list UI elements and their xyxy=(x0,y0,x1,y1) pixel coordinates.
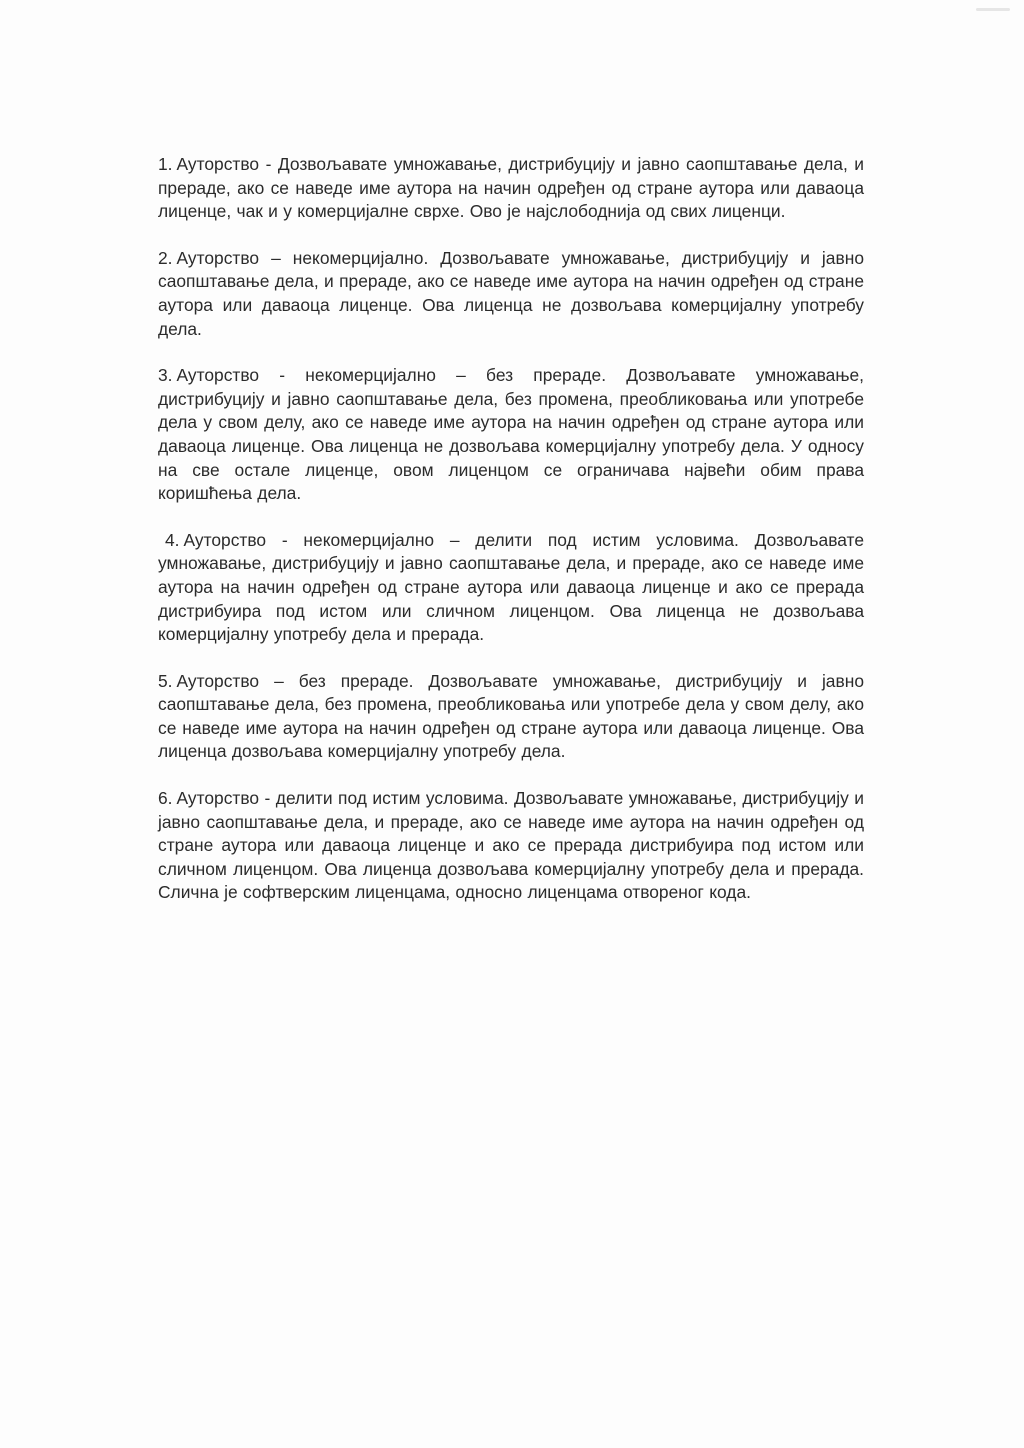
item-number: 2. xyxy=(158,247,173,268)
item-number: 5. xyxy=(158,670,173,691)
item-text: Ауторство – без прераде. Дозвољавате умножавање, дистрибуцију и јавно саопштавање дела, без промена, преобликовања или употребе дела у свом делу, ако се наведе име аутора на начин одређен од стране аутора или даваоца лиценце. Ова лиценца дозвољава комерцијалну употребу дела. xyxy=(158,670,864,762)
license-item-4 xyxy=(158,529,864,647)
item-number: 3. xyxy=(158,365,173,386)
item-text: Ауторство - некомерцијално – без прераде. Дозвољавате умножавање, дистрибуцију и јавно саопштавање дела, без промена, преобликовања или употребе дела у свом делу, ако се наведе име аутора на начин одређен од стране аутора или даваоца лиценце. Ова лиценца не дозвољава комерцијалну употребу дела. У односу на све остале лиценце, овом лиценцом се ограничава највећи обим права коришћења дела. xyxy=(158,365,864,504)
license-item-1 xyxy=(158,153,864,224)
license-item-2 xyxy=(158,247,864,341)
item-text: Ауторство - некомерцијално – делити под истим условима. Дозвољавате умножавање, дистрибуцију и јавно саопштавање дела, и прераде, ако се наведе име аутора на начин одређен од стране аутора или даваоца лиценце и ако се прерада дистрибуира под истом или сличном лиценцом. Ова лиценца не дозвољава комерцијалну употребу дела и прерада. xyxy=(158,529,864,645)
item-text: Ауторство - Дозвољавате умножавање, дистрибуцију и јавно саопштавање дела, и прераде, ако се наведе име аутора на начин одређен од стране аутора или даваоца лиценце, чак и у комерцијалне сврхе. Ово је најслободнија од свих лиценци. xyxy=(158,154,864,222)
item-number: 1. xyxy=(158,154,173,174)
license-list xyxy=(158,153,864,928)
license-item-5 xyxy=(158,670,864,764)
item-text: Ауторство – некомерцијално. Дозвољавате умножавање, дистрибуцију и јавно саопштавање дела, и прераде, ако се наведе име аутора на начин одређен од стране аутора или даваоца лиценце. Ова лиценца не дозвољава комерцијалну употребу дела. xyxy=(158,247,864,339)
license-item-6 xyxy=(158,787,864,905)
item-number: 6. xyxy=(158,788,173,809)
license-item-3 xyxy=(158,364,864,506)
item-text: Ауторство - делити под истим условима. Дозвољавате умножавање, дистрибуцију и јавно саопштавање дела, и прераде, ако се наведе име аутора на начин одређен од стране аутора или даваоца лиценце и ако се прерада дистрибуира под истом или сличном лиценцом. Ова лиценца дозвољава комерцијалну употребу дела и прерада. Слична је софтверским лиценцама, односно лиценцама отвореног кода. xyxy=(158,788,864,903)
scan-artifact xyxy=(976,8,1010,11)
item-number: 4. xyxy=(165,529,180,550)
